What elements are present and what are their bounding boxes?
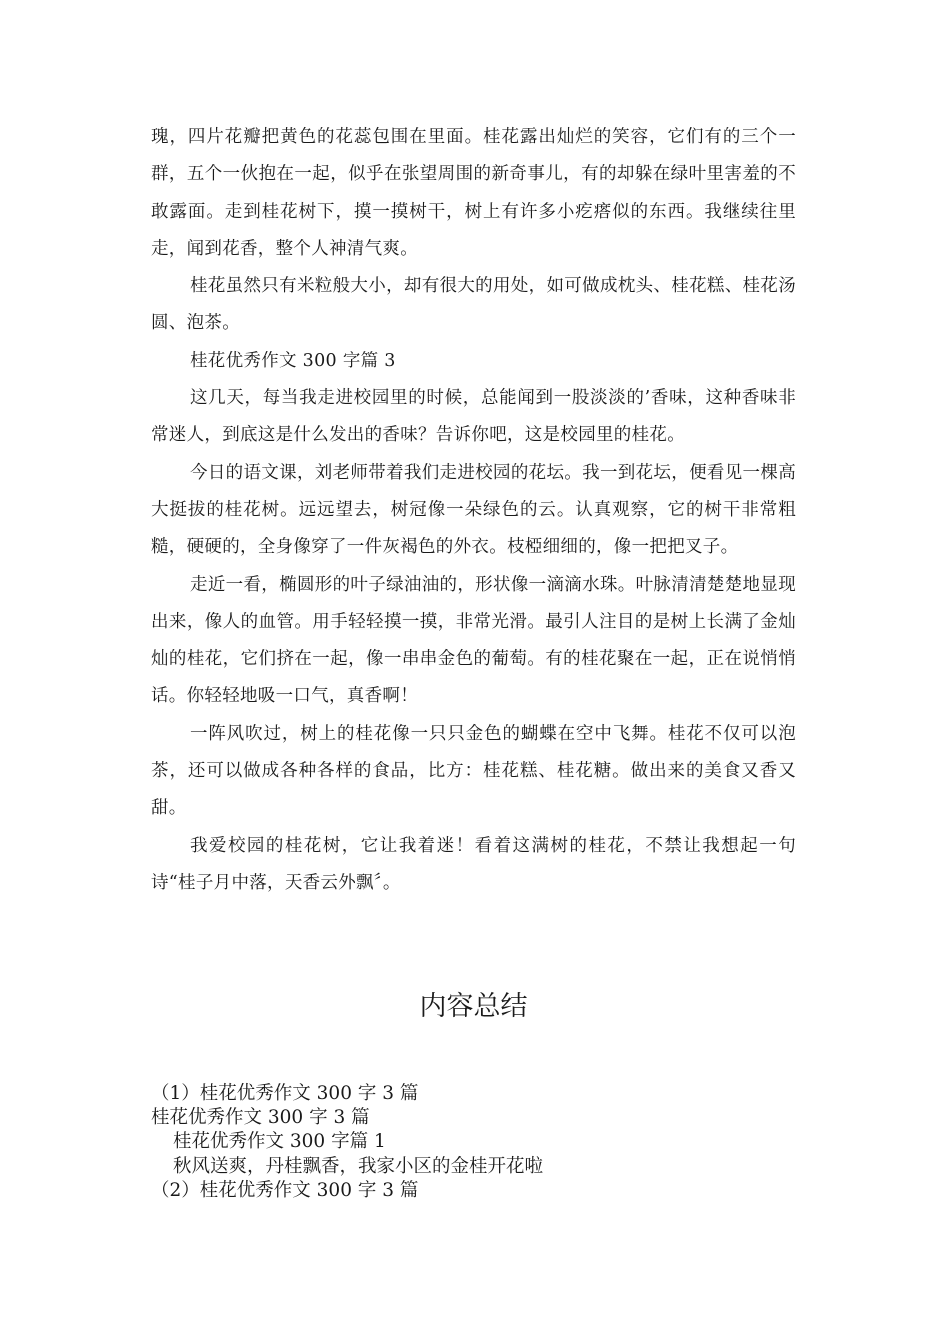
summary-item: （1）桂花优秀作文 300 字 3 篇	[151, 1083, 419, 1104]
summary-title: 内容总结	[419, 991, 528, 1022]
paragraph: 今日的语文课，刘老师带着我们走进校园的花坛。我一到花坛，便看见一棵高大挺拔的桂花树。远远望去，树冠像一朵绿色的云。认真观察，它的树干非常粗糙，硬硬的，全身像穿了一件灰褐色的外衣。枝椏细细的，像一把把叉子。	[151, 462, 796, 558]
paragraph: 瑰，四片花瓣把黄色的花蕊包围在里面。桂花露出灿烂的笑容，它们有的三个一群，五个一伙抱在一起，似乎在张望周围的新奇事儿，有的却躲在绿叶里害羞的不敢露面。走到桂花树下，摸一摸树干，树上有许多小疙瘩似的东西。我继续往里走，闻到花香，整个人神清气爽。	[151, 127, 796, 259]
paragraph: 走近一看，椭圆形的叶子绿油油的，形状像一滴滴水珠。叶脉清清楚楚地显现出来，像人的血管。用手轻轻摸一摸，非常光滑。最引人注目的是树上长满了金灿灿的桂花，它们挤在一起，像一串串金色的葡萄。有的桂花聚在一起，正在说悄悄话。你轻轻地吸一口气，真香啊！	[151, 574, 796, 707]
summary-line: 秋风送爽，丹桂飘香，我家小区的金桂开花啦	[173, 1155, 544, 1177]
paragraph: 一阵风吹过，树上的桂花像一只只金色的蝴蝶在空中飞舞。桂花不仅可以泡茶，还可以做成各种各样的食品，比方：桂花糕、桂花糖。做出来的美食又香又甜。	[151, 723, 796, 819]
summary-item: （2）桂花优秀作文 300 字 3 篇	[151, 1179, 419, 1201]
essay-body	[151, 119, 796, 902]
summary-line: 桂花优秀作文 300 字篇 1	[173, 1131, 386, 1153]
paragraph: 桂花虽然只有米粒般大小，却有很大的用处，如可做成枕头、桂花糕、桂花汤圆、泡茶。	[151, 276, 796, 334]
paragraph: 这几天，每当我走进校园里的时候，总能闻到一股淡淡的’香味，这种香味非常迷人，到底这是什么发出的香味？告诉你吧，这是校园里的桂花。	[151, 388, 796, 446]
summary-list	[151, 1082, 796, 1203]
essay-heading: 桂花优秀作文 300 字篇 3	[190, 350, 396, 371]
summary-line: 桂花优秀作文 300 字 3 篇	[151, 1107, 370, 1129]
paragraph: 我爱校园的桂花树，它让我着迷！看着这满树的桂花，不禁让我想起一句诗“桂子月中落，天香云外飘〞。	[151, 835, 796, 893]
